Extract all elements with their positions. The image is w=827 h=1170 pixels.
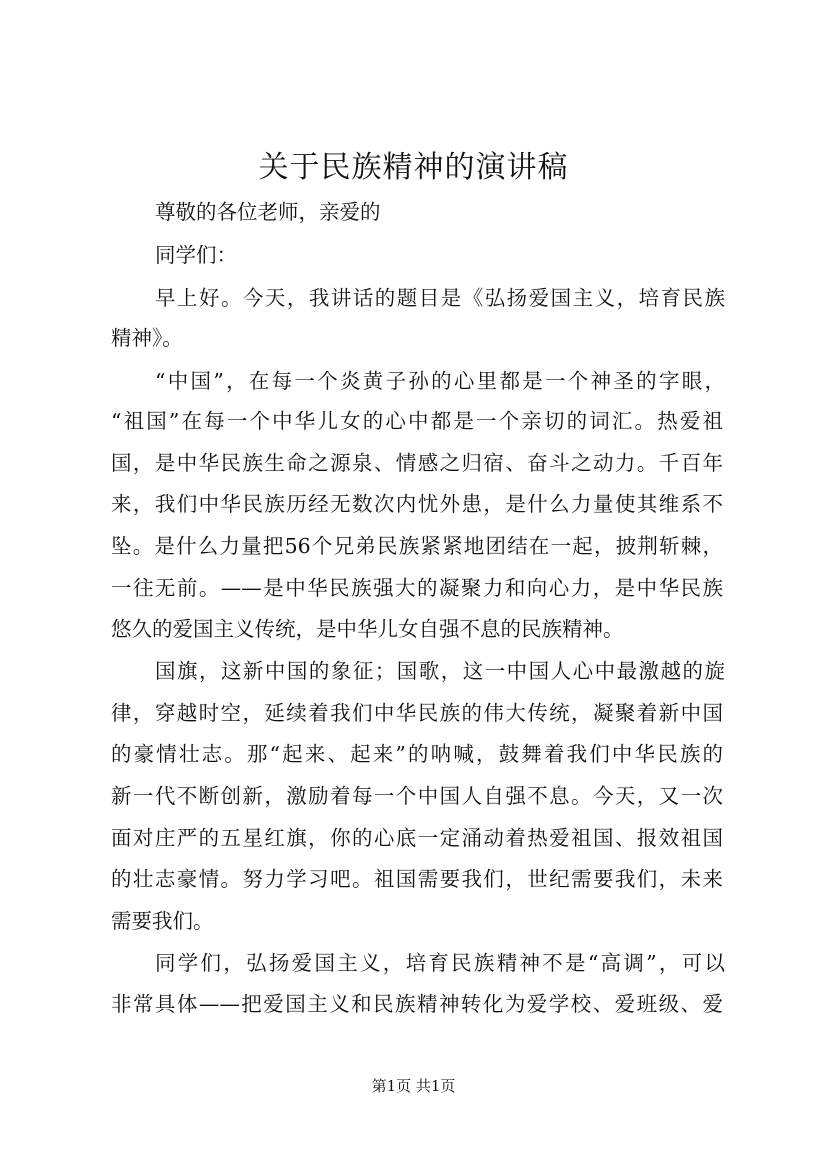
paragraph-2-line-5: 坠。是什么力量把56个兄弟民族紧紧地团结在一起，披荆斩棘， [111, 534, 723, 558]
paragraph-3-line-1: 国旗，这新中国的象征；国歌，这一中国人心中最激越的旋 [155, 659, 725, 683]
paragraph-4-line-1: 同学们，弘扬爱国主义，培育民族精神不是“高调”，可以 [155, 951, 725, 975]
paragraph-2-line-6: 一往无前。——是中华民族强大的凝聚力和向心力，是中华民族 [111, 576, 723, 600]
paragraph-4-line-2: 非常具体——把爱国主义和民族精神转化为爱学校、爱班级、爱 [111, 992, 723, 1016]
paragraph-2-line-3: 国，是中华民族生命之源泉、情感之归宿、奋斗之动力。千百年 [111, 451, 723, 475]
paragraph-3-line-3: 的豪情壮志。那“起来、起来”的呐喊，鼓舞着我们中华民族的 [111, 742, 723, 766]
paragraph-3-line-2: 律，穿越时空，延续着我们中华民族的伟大传统，凝聚着新中国 [111, 701, 723, 725]
paragraph-1-line-2: 精神》。 [111, 326, 183, 350]
salutation-line-2: 同学们： [155, 243, 237, 267]
paragraph-3-line-4: 新一代不断创新，激励着每一个中国人自强不息。今天，又一次 [111, 784, 723, 808]
paragraph-3-line-6: 的壮志豪情。努力学习吧。祖国需要我们，世纪需要我们，未来 [111, 867, 723, 891]
paragraph-2-line-7: 悠久的爱国主义传统，是中华儿女自强不息的民族精神。 [111, 617, 624, 641]
paragraph-2-line-2: “祖国”在每一个中华儿女的心中都是一个亲切的词汇。热爱祖 [111, 409, 723, 433]
paragraph-1-line-1: 早上好。今天，我讲话的题目是《弘扬爱国主义，培育民族 [155, 286, 725, 310]
paragraph-2-line-4: 来，我们中华民族历经无数次内忧外患，是什么力量使其维系不 [111, 492, 723, 516]
salutation-line-1: 尊敬的各位老师，亲爱的 [155, 200, 381, 224]
paragraph-3-line-5: 面对庄严的五星红旗，你的心底一定涌动着热爱祖国、报效祖国 [111, 826, 723, 850]
page-number-footer: 第1页 共1页 [371, 1077, 456, 1095]
paragraph-2-line-1: “中国”，在每一个炎黄子孙的心里都是一个神圣的字眼， [155, 369, 725, 393]
document-title: 关于民族精神的演讲稿 [258, 150, 569, 185]
paragraph-3-line-7: 需要我们。 [111, 909, 214, 933]
